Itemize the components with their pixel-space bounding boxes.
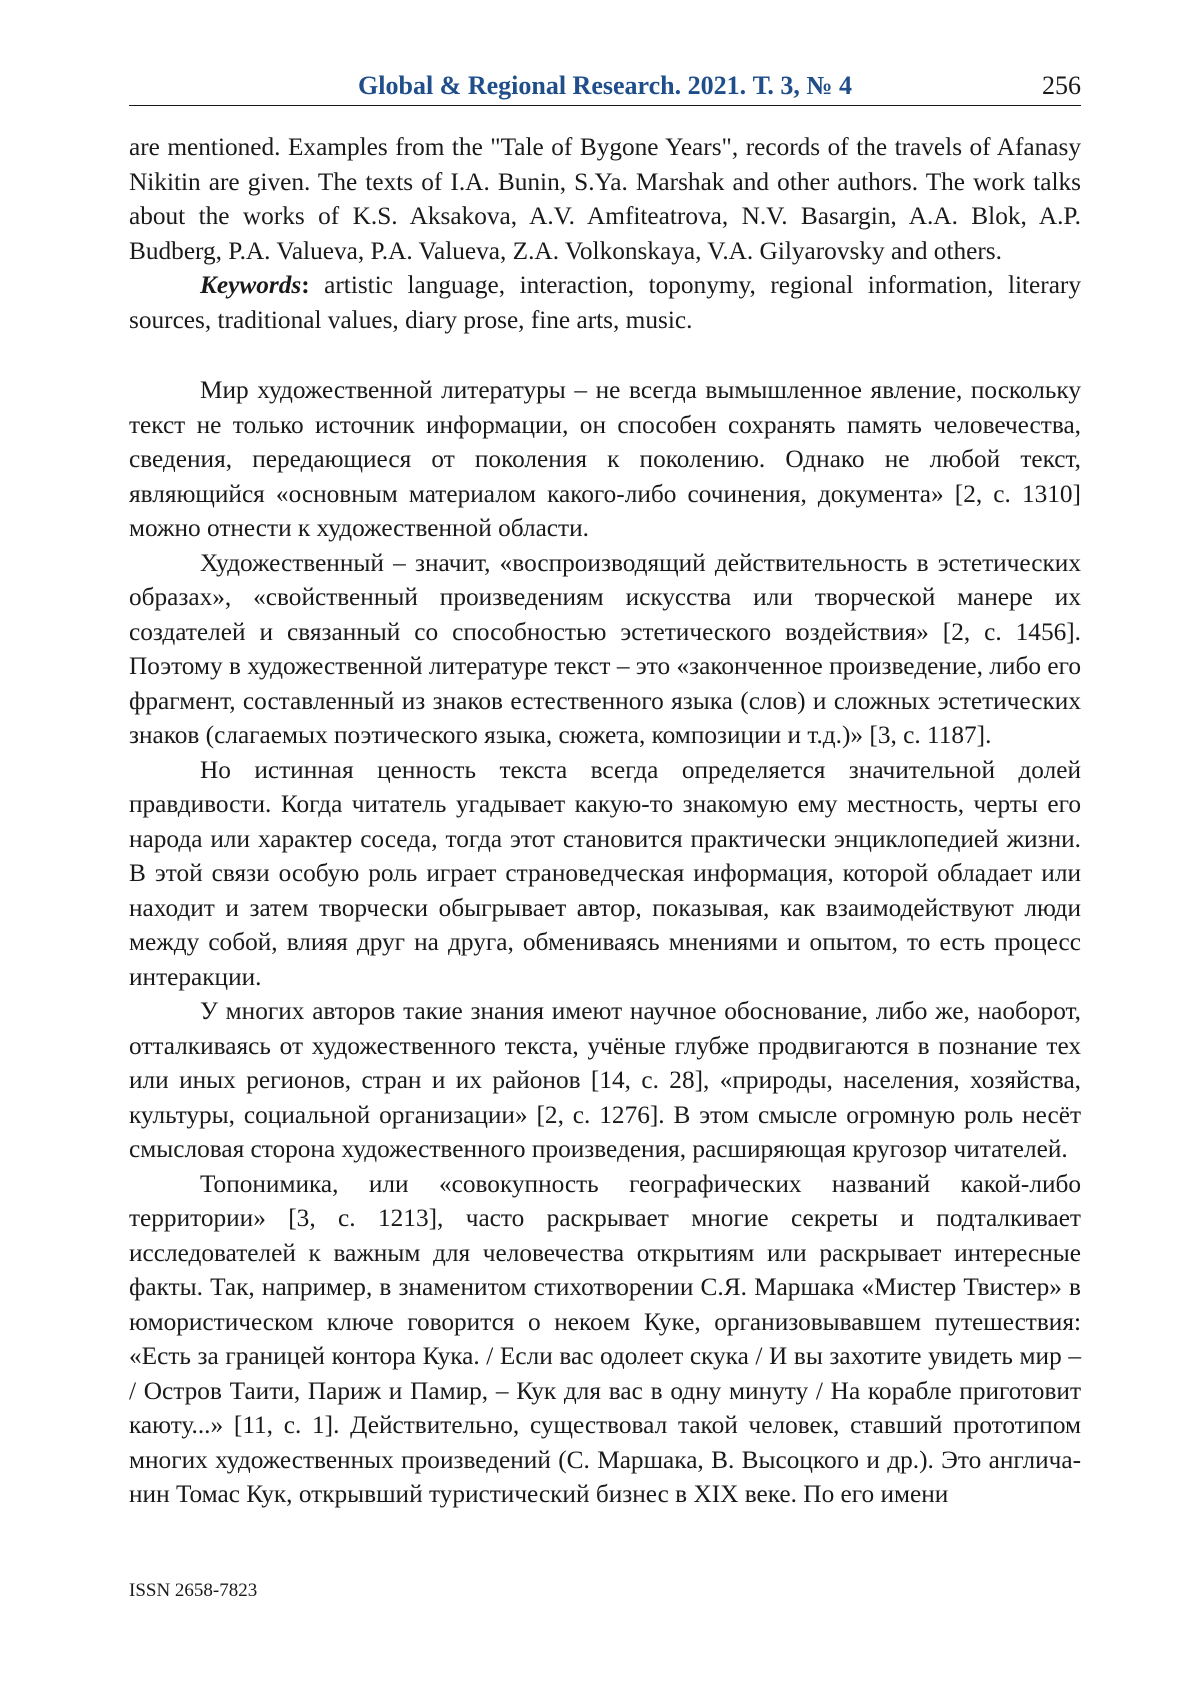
body-paragraph: Но истинная ценность текста всегда определяется значительной долей правдивости. Когда читатель угадывает какую-то знакомую ему местность, черты его народа или характер соседа, тогда этот становится практически энциклопедией жизни. В этой связи особую роль играет страноведческая информация, которой обладает или находит и затем творчески обыгрывает автор, показывая, как взаимодействуют люди между собой, влияя друг на друга, обмениваясь мнениями и опытом, то есть процесс интеракции. (129, 755, 1081, 991)
keywords-text: artistic language, interaction, toponymy, regional information, literary sources, traditional values, diary prose, fine arts, music. (129, 271, 1081, 334)
body-paragraph: Топонимика, или «совокупность географических названий какой-либо территории» [3, с. 1213], часто раскрывает многие секреты и подталкивает исследователей к важным для человечества открытиям или раскрывает интересные факты. Так, например, в знаменитом стихотворении С.Я. Маршака «Мистер Твистер» в юмористическом ключе говорится о некоем Куке, организовывавшем путешествия: «Есть за границей контора Кука. / Если вас одолеет скука / И вы захотите увидеть мир – / Остров Таити, Париж и Памир, – Кук для вас в одну минуту / На корабле приготовит каюту...» [11, с. 1]. Действительно, существовал такой человек, ставший прототипом многих художественных произведений (С. Маршака, В. Высоцкого и др.). Это англичанин Томас Кук, открывший туристический бизнес в XIX веке. По его имени (129, 1169, 1081, 1508)
keywords-label: Keywords (200, 271, 302, 299)
body-paragraph: Художественный – значит, «воспроизводящий действительность в эстетических образах», «свойственный произведениям искусства или творческой манере их создателей и связанный со способностью эстетического воздействия» [2, с. 1456]. Поэтому в художественной литературе текст – это «законченное произведение, либо его фрагмент, составленный из знаков естественного языка (слов) и сложных эстетических знаков (слагаемых поэтического языка, сюжета, композиции и т.д.)» [3, с. 1187]. (129, 548, 1081, 749)
journal-title: Global & Regional Research. 2021. Т. 3, № 4 (358, 71, 852, 100)
keywords-line (129, 268, 1081, 337)
running-header (129, 62, 1081, 106)
issn-footer: ISSN 2658-7823 (129, 1580, 258, 1601)
abstract-continuation: are mentioned. Examples from the "Tale of Bygone Years", records of the travels of Afanasy Nikitin are given. The texts of I.A. Bunin, S.Ya. Marshak and other authors. The work talks about the works of K.S. Aksakova, A.V. Amfiteatrova, N.V. Basargin, A.A. Blok, A.P. Budberg, P.A. Valueva, P.A. Valueva, Z.A. Volkonskaya, V.A. Gilyarovsky and others. (129, 133, 1081, 265)
keywords-colon: : (301, 271, 310, 299)
body-paragraph: У многих авторов такие знания имеют научное обоснование, либо же, наоборот, отталкиваясь от художественного текста, учёные глубже продвигаются в познание тех или иных регионов, стран и их районов [14, с. 28], «природы, населения, хозяйства, культуры, социальной организации» [2, с. 1276]. В этом смысле огромную роль несёт смысловая сторона художественного произведения, расширяющая кругозор читателей. (129, 997, 1081, 1163)
article-body (129, 130, 1081, 1512)
page-number: 256 (1042, 71, 1081, 100)
section-gap (129, 337, 1081, 373)
body-paragraph: Мир художественной литературы – не всегда вымышленное явление, поскольку текст не только источник информации, он способен сохранять память человечества, сведения, передающиеся от поколения к поколению. Однако не любой текст, являющийся «основным материалом какого-либо сочинения, документа» [2, с. 1310] можно отнести к художественной области. (129, 376, 1081, 542)
